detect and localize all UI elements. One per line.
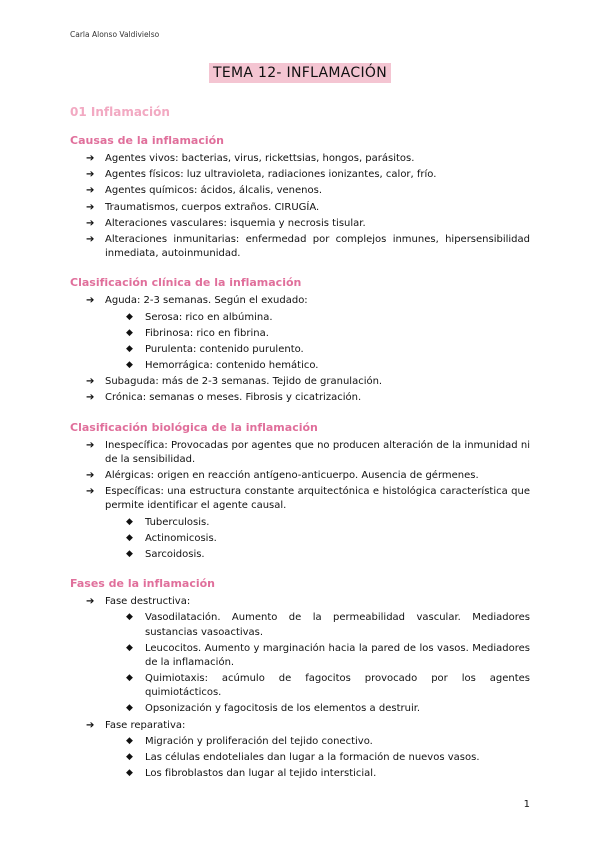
- page-title: [70, 65, 530, 81]
- item-text: Aguda: 2-3 semanas. Según el exudado:: [105, 295, 308, 307]
- title-highlight: TEMA 12- INFLAMACIÓN: [209, 63, 391, 83]
- list-item: [70, 294, 530, 308]
- list-item: [70, 375, 530, 389]
- item-text: Crónica: semanas o meses. Fibrosis y cicatrización.: [105, 392, 362, 404]
- list-item: [70, 152, 530, 166]
- arrow-bullet-icon: ➔: [86, 376, 95, 388]
- sub-list-item: [70, 735, 530, 749]
- item-text: Subaguda: más de 2-3 semanas. Tejido de granulación.: [105, 376, 383, 388]
- arrow-bullet-icon: ➔: [86, 233, 95, 245]
- arrow-bullet-icon: ➔: [86, 201, 95, 213]
- diamond-bullet-icon: ◆: [126, 532, 133, 543]
- sub-list-item: [70, 548, 530, 562]
- arrow-bullet-icon: ➔: [86, 217, 95, 229]
- arrow-bullet-icon: ➔: [86, 486, 95, 498]
- item-text: Purulenta: contenido purulento.: [145, 343, 304, 355]
- diamond-bullet-icon: ◆: [126, 703, 133, 714]
- list-item: [70, 485, 530, 513]
- sub-list-item: [70, 672, 530, 700]
- diamond-bullet-icon: ◆: [126, 343, 133, 354]
- diamond-bullet-icon: ◆: [126, 360, 133, 371]
- item-text: Fase reparativa:: [105, 719, 186, 731]
- item-text: Alérgicas: origen en reacción antígeno-anticuerpo. Ausencia de gérmenes.: [105, 470, 479, 481]
- section-heading: Fases de la inflamación: [70, 577, 216, 591]
- list-item: [70, 595, 530, 609]
- list-item: [70, 469, 530, 483]
- list-item: [70, 217, 530, 231]
- item-text: Inespecífica: Provocadas por agentes que no producen alteración de la inmunidad ni de la sensibilidad.: [105, 439, 530, 465]
- sections: [70, 134, 530, 781]
- item-text: Específicas: una estructura constante arquitectónica e histológica característica que permite identificar el agente causal.: [105, 486, 530, 512]
- sub-list-item: [70, 311, 530, 325]
- section-heading: Clasificación biológica de la inflamación: [70, 420, 318, 434]
- sub-list-item: [70, 611, 530, 639]
- diamond-bullet-icon: ◆: [126, 752, 133, 762]
- arrow-bullet-icon: ➔: [86, 470, 95, 481]
- arrow-bullet-icon: ➔: [86, 185, 95, 197]
- arrow-bullet-icon: ➔: [86, 169, 95, 181]
- diamond-bullet-icon: ◆: [126, 548, 133, 559]
- list-item: [70, 719, 530, 733]
- list-item: [70, 201, 530, 215]
- diamond-bullet-icon: ◆: [126, 673, 133, 684]
- item-text: Alteraciones inmunitarias: enfermedad por complejos inmunes, hipersensibilidad inmediata, autoinmunidad.: [105, 233, 530, 260]
- arrow-bullet-icon: ➔: [86, 439, 95, 451]
- item-text: Fibrinosa: rico en fibrina.: [145, 327, 269, 339]
- item-text: Tuberculosis.: [145, 516, 210, 528]
- list-item: [70, 391, 530, 405]
- sub-list-item: [70, 359, 530, 373]
- page-number: 1: [523, 799, 530, 810]
- sub-list-item: [70, 767, 530, 781]
- item-text: Serosa: rico en albúmina.: [145, 311, 273, 323]
- item-text: Traumatismos, cuerpos extraños. CIRUGÍA.: [105, 201, 320, 213]
- section-heading: Causas de la inflamación: [70, 134, 225, 147]
- item-text: Agentes vivos: bacterias, virus, rickettsias, hongos, parásitos.: [105, 153, 415, 164]
- item-text: Fase destructiva:: [105, 596, 191, 608]
- chapter-heading: 01 Inflamación: [70, 105, 170, 119]
- author-line: Carla Alonso Valdivielso: [70, 30, 160, 39]
- diamond-bullet-icon: ◆: [126, 642, 133, 653]
- item-text: Leucocitos. Aumento y marginación hacia la pared de los vasos. Mediadores de la inflamación.: [145, 642, 530, 668]
- arrow-bullet-icon: ➔: [86, 596, 95, 608]
- section-heading: Clasificación clínica de la inflamación: [70, 276, 302, 290]
- arrow-bullet-icon: ➔: [86, 719, 95, 731]
- item-text: Agentes físicos: luz ultravioleta, radiaciones ionizantes, calor, frío.: [105, 169, 437, 181]
- list-item: [70, 439, 530, 467]
- diamond-bullet-icon: ◆: [126, 735, 133, 746]
- sub-list-item: [70, 516, 530, 530]
- list-item: [70, 233, 530, 261]
- sub-list-item: [70, 343, 530, 357]
- item-text: Opsonización y fagocitosis de los elementos a destruir.: [145, 703, 421, 715]
- arrow-bullet-icon: ➔: [86, 392, 95, 404]
- item-text: Las células endoteliales dan lugar a la formación de nuevos vasos.: [145, 752, 480, 763]
- list-item: [70, 184, 530, 198]
- item-text: Vasodilatación. Aumento de la permeabilidad vascular. Mediadores sustancias vasoactivas.: [145, 612, 530, 638]
- sub-list-item: [70, 532, 530, 546]
- item-text: Actinomicosis.: [145, 532, 217, 544]
- diamond-bullet-icon: ◆: [126, 612, 133, 623]
- diamond-bullet-icon: ◆: [126, 327, 133, 338]
- diamond-bullet-icon: ◆: [126, 768, 133, 779]
- diamond-bullet-icon: ◆: [126, 311, 133, 322]
- item-text: Alteraciones vasculares: isquemia y necrosis tisular.: [105, 217, 366, 229]
- item-text: Migración y proliferación del tejido conectivo.: [145, 735, 373, 747]
- item-text: Los fibroblastos dan lugar al tejido intersticial.: [145, 768, 377, 780]
- arrow-bullet-icon: ➔: [86, 153, 95, 164]
- item-text: Hemorrágica: contenido hemático.: [145, 360, 319, 372]
- sub-list-item: [70, 751, 530, 765]
- list-item: [70, 168, 530, 182]
- sub-list-item: [70, 702, 530, 716]
- item-text: Sarcoidosis.: [145, 548, 205, 560]
- arrow-bullet-icon: ➔: [86, 295, 95, 307]
- sub-list-item: [70, 642, 530, 670]
- sub-list-item: [70, 327, 530, 341]
- item-text: Quimiotaxis: acúmulo de fagocitos provocado por los agentes quimiotácticos.: [145, 673, 530, 699]
- item-text: Agentes químicos: ácidos, álcalis, venenos.: [105, 185, 322, 197]
- diamond-bullet-icon: ◆: [126, 516, 133, 527]
